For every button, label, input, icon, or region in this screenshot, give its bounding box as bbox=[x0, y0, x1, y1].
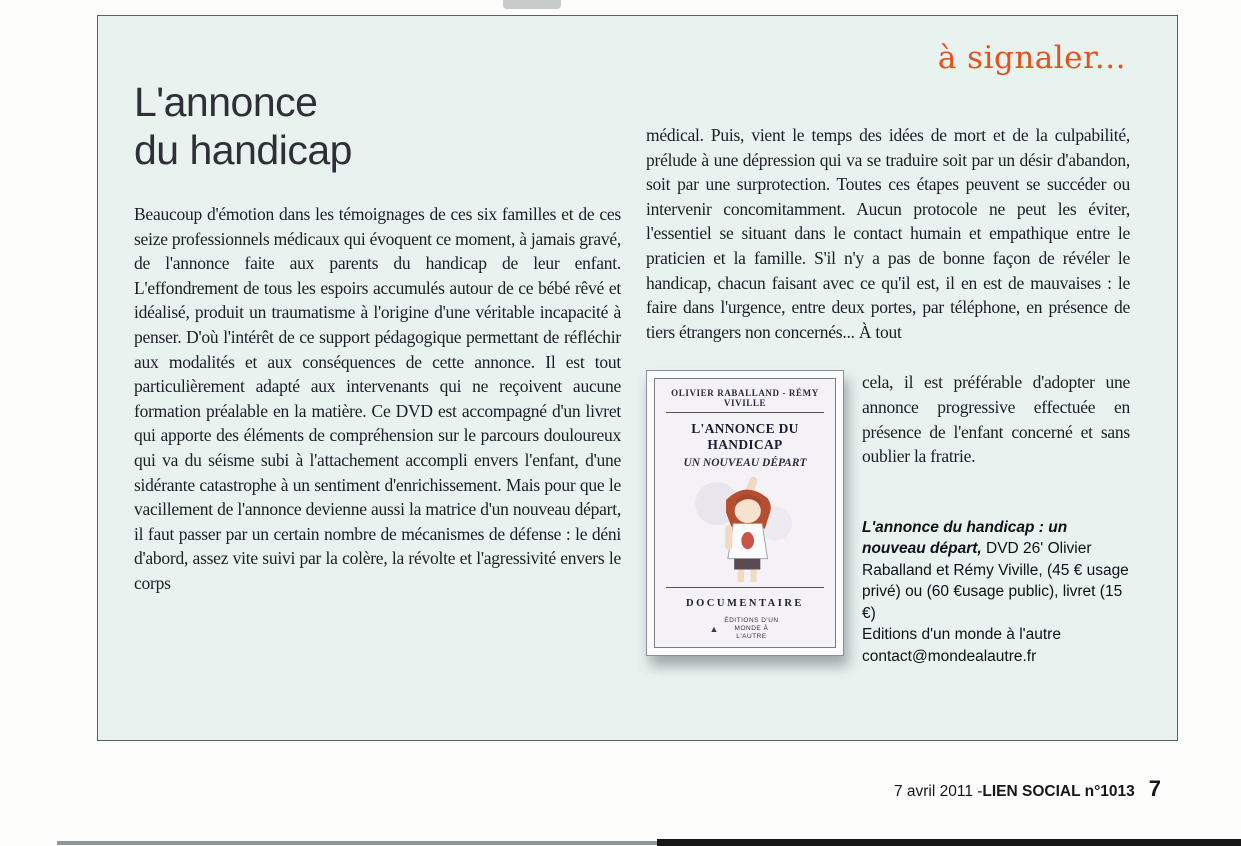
article-title bbox=[134, 78, 352, 174]
dvd-genre: DOCUMENTAIRE bbox=[686, 598, 804, 610]
article-paragraph-left: Beaucoup d'émotion dans les témoignages de ces six familles et de ces seize professionnels médicaux qui évoquent ce moment, à jamais gravé, de l'annonce faite aux parents du handicap de leur enfant. L'effondrement de tous les espoirs accumulés autour de ce bébé rêvé et idéalisé, produit un traumatisme à l'origine d'une véritable incapacité à penser. D'où l'intérêt de ce support pédagogique permettant de réfléchir aux modalités et aux conséquences de cette annonce. Il est tout particulièrement adapté aux intervenants qui ne reçoivent aucune formation préalable en la matière. Ce DVD est accompagné d'un livret qui apporte des éléments de compréhension sur le parcours douloureux qui va du séisme subi à l'attachement accompli envers l'enfant, d'une sidérante catastrophe à un sentiment d'enrichissement. Mais pour que le vacillement de l'annonce devienne aussi la matrice d'un nouveau départ, il faut passer par un certain nombre de mécanismes de défense : le déni d'abord, assez vite suivi par la colère, la révolte et l'agressivité envers le corps bbox=[134, 204, 621, 593]
article-paragraph-right: médical. Puis, vient le temps des idées de mort et de la culpabilité, prélude à une dépression qui va se traduire soit par un désir d'abandon, soit par une surprotection. Toutes ces étapes peuvent se succéder ou intervenir concomitamment. Aucun protocole ne peut les éviter, l'essentiel se situant dans le contact humain et empathique entre le praticien et la famille. S'il n'y a pas de bonne façon de révéler le handicap, chacun faisant avec ce qu'il est, il en est de mauvaises : le faire dans l'urgence, entre deux portes, par téléphone, en présence de tiers étrangers non concernés... À tout bbox=[646, 125, 1130, 342]
section-label: à signaler... bbox=[937, 40, 1126, 76]
publisher-logo-icon: ▲ bbox=[709, 623, 719, 634]
dvd-publisher-row bbox=[710, 617, 781, 641]
scan-smudge-top bbox=[503, 0, 561, 9]
caption-publisher: Editions d'un monde à l'autre bbox=[862, 626, 1061, 644]
footer-journal: LIEN SOCIAL n°1013 bbox=[982, 783, 1135, 800]
dvd-cover-inner bbox=[654, 378, 836, 648]
scan-edge-gray bbox=[57, 841, 657, 845]
caption-details: DVD 26' Olivier Raballand et Rémy Viville, (45 € usage privé) ou (60 €usage public), livret (15 €) bbox=[862, 540, 1129, 622]
text-column-left bbox=[134, 202, 621, 596]
text-column-right bbox=[646, 123, 1130, 667]
scan-edge-dark bbox=[657, 839, 1241, 846]
dvd-subtitle: UN NOUVEAU DÉPART bbox=[683, 457, 807, 470]
footer-date: 7 avril 2011 - bbox=[893, 783, 983, 800]
dvd-cover bbox=[646, 370, 844, 656]
beside-cover-block bbox=[862, 370, 1130, 667]
dvd-publisher: ÉDITIONS D'UN MONDE À L'AUTRE bbox=[724, 617, 779, 641]
page-footer bbox=[894, 776, 1161, 802]
dvd-media-block bbox=[646, 370, 1130, 667]
article-title-line1: L'annonce bbox=[134, 79, 318, 125]
article-paragraph-wrap: cela, il est préférable d'adopter une annonce progressive effectuée en présence de l'enfant concerné et sans oublier la fratrie. bbox=[862, 372, 1130, 467]
dvd-title: L'ANNONCE DU HANDICAP bbox=[691, 421, 799, 453]
article-title-line2: du handicap bbox=[134, 127, 352, 173]
dvd-illustration bbox=[684, 473, 806, 583]
dvd-genre-box bbox=[666, 587, 824, 611]
magazine-page bbox=[97, 15, 1178, 741]
dvd-caption bbox=[862, 517, 1130, 668]
dvd-authors: OLIVIER RABALLAND - RÉMY VIVILLE bbox=[666, 388, 824, 413]
caption-title: L'annonce du handicap : un nouveau départ, bbox=[862, 518, 1068, 558]
footer-page-number: 7 bbox=[1148, 776, 1161, 801]
caption-contact: contact@mondealautre.fr bbox=[862, 647, 1037, 665]
